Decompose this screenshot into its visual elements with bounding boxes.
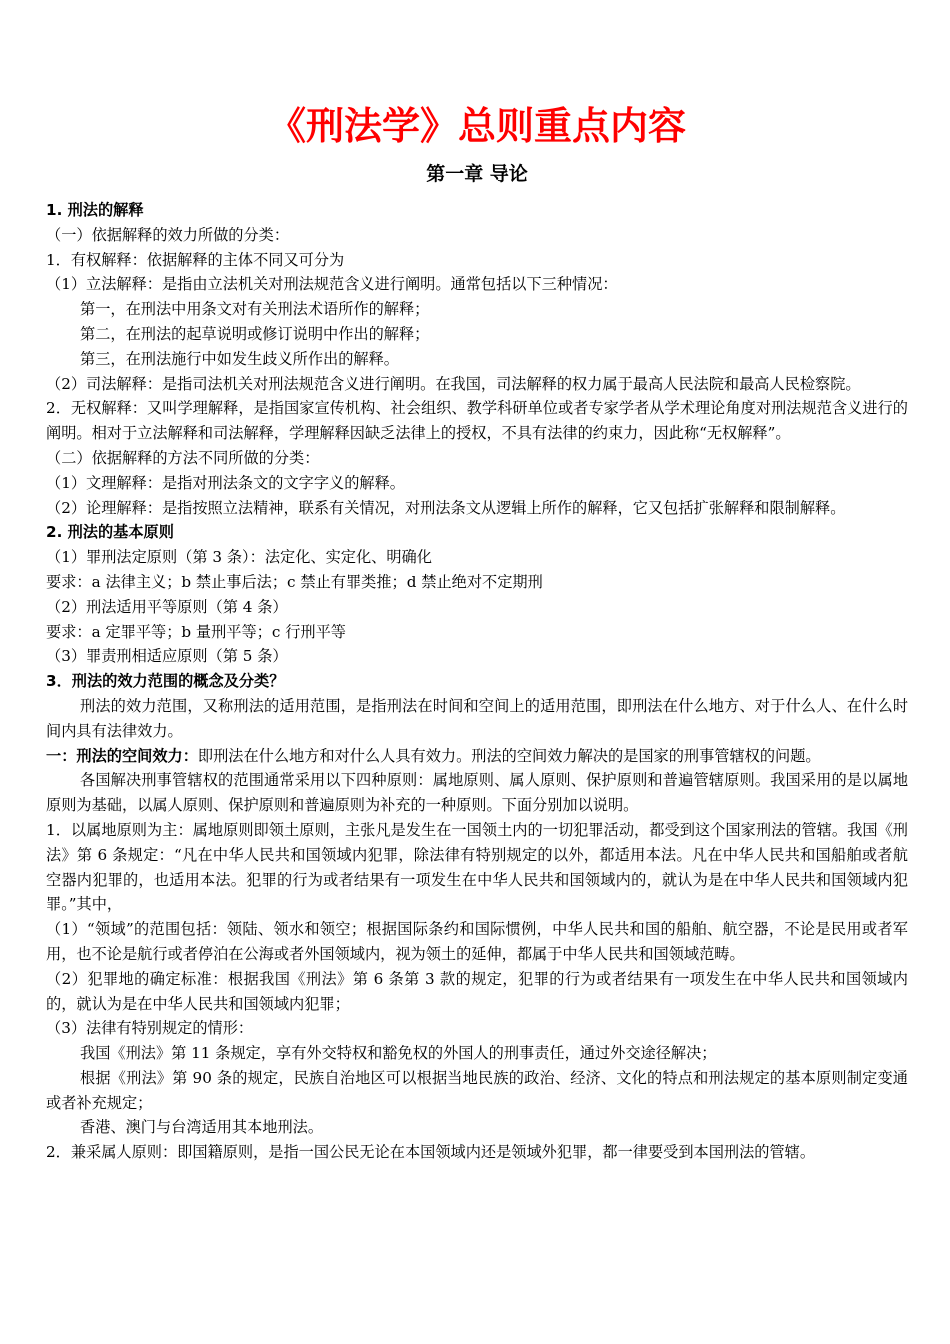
section-heading: 2. 刑法的基本原则 bbox=[46, 523, 174, 542]
section-heading: 1. 刑法的解释 bbox=[46, 201, 144, 219]
paragraph bbox=[46, 744, 908, 769]
paragraph: （1）立法解释：是指由立法机关对刑法规范含义进行阐明。通常包括以下三种情况： bbox=[46, 275, 618, 294]
paragraph: 第二，在刑法的起草说明或修订说明中作出的解释； bbox=[80, 324, 430, 343]
paragraph: （2）犯罪地的确定标准：根据我国《刑法》第 6 条第 3 款的规定，犯罪的行为或者结果有一项发生在中华人民共和国领域内的，就认为是在中华人民共和国领域内犯罪； bbox=[46, 969, 908, 1013]
document-title: 《刑法学》总则重点内容 bbox=[267, 104, 686, 148]
paragraph-text: 即刑法在什么地方和对什么人具有效力。刑法的空间效力解决的是国家的刑事管辖权的问题。 bbox=[197, 746, 821, 765]
paragraph: （2）刑法适用平等原则（第 4 条） bbox=[46, 597, 288, 616]
paragraph: （二）依据解释的方法不同所做的分类： bbox=[46, 448, 320, 467]
subsection-label: 一：刑法的空间效力： bbox=[46, 746, 198, 765]
paragraph: （一）依据解释的效力所做的分类： bbox=[46, 225, 289, 244]
paragraph: 第三，在刑法施行中如发生歧义所作出的解释。 bbox=[80, 349, 399, 368]
paragraph: 要求：a 定罪平等；b 量刑平等；c 行刑平等 bbox=[46, 622, 346, 641]
paragraph: （2）司法解释：是指司法机关对刑法规范含义进行阐明。在我国，司法解释的权力属于最高人民法院和最高人民检察院。 bbox=[46, 374, 861, 393]
paragraph: （3）罪责刑相适应原则（第 5 条） bbox=[46, 647, 288, 666]
chapter-heading: 第一章 导论 bbox=[426, 163, 528, 185]
paragraph: （1）“领域”的范围包括：领陆、领水和领空；根据国际条约和国际惯例，中华人民共和国的船舶、航空器，不论是民用或者军用，也不论是航行或者停泊在公海或者外国领域内，视为领土的延伸，都属于中华人民共和国领域范畴。 bbox=[46, 920, 908, 963]
section-heading: 3．刑法的效力范围的概念及分类？ bbox=[46, 672, 285, 691]
paragraph: 2．无权解释：又叫学理解释，是指国家宣传机构、社会组织、教学科研单位或者专家学者从学术理论角度对刑法规范含义进行的阐明。相对于立法解释和司法解释，学理解释因缺乏法律上的授权，不具有法律的约束力，因此称“无权解释”。 bbox=[46, 399, 908, 443]
paragraph: （2）论理解释：是指按照立法精神，联系有关情况，对刑法条文从逻辑上所作的解释，它又包括扩张解释和限制解释。 bbox=[46, 498, 846, 517]
paragraph: 刑法的效力范围，又称刑法的适用范围，是指刑法在时间和空间上的适用范围，即刑法在什么地方、对于什么人、在什么时间内具有法律效力。 bbox=[46, 696, 908, 740]
paragraph: 1．有权解释：依据解释的主体不同又可分为 bbox=[46, 250, 345, 269]
paragraph: 根据《刑法》第 90 条的规定，民族自治地区可以根据当地民族的政治、经济、文化的特点和刑法规定的基本原则制定变通或者补充规定； bbox=[46, 1068, 908, 1112]
document-page bbox=[46, 96, 908, 1165]
paragraph: 要求：a 法律主义；b 禁止事后法；c 禁止有罪类推；d 禁止绝对不定期刑 bbox=[46, 572, 543, 591]
paragraph: （1）文理解释：是指对刑法条文的文字字义的解释。 bbox=[46, 473, 405, 492]
paragraph: （3）法律有特别规定的情形： bbox=[46, 1019, 254, 1038]
paragraph: 我国《刑法》第 11 条规定，享有外交特权和豁免权的外国人的刑事责任，通过外交途径解决； bbox=[80, 1044, 717, 1063]
paragraph: 各国解决刑事管辖权的范围通常采用以下四种原则：属地原则、属人原则、保护原则和普遍管辖原则。我国采用的是以属地原则为基础，以属人原则、保护原则和普遍原则为补充的一种原则。下面分别加以说明。 bbox=[46, 771, 908, 815]
paragraph: （1）罪刑法定原则（第 3 条）：法定化、实定化、明确化 bbox=[46, 548, 432, 567]
paragraph: 第一，在刑法中用条文对有关刑法术语所作的解释； bbox=[80, 300, 430, 319]
paragraph: 香港、澳门与台湾适用其本地刑法。 bbox=[80, 1118, 323, 1137]
paragraph: 2．兼采属人原则：即国籍原则，是指一国公民无论在本国领域内还是领域外犯罪，都一律要受到本国刑法的管辖。 bbox=[46, 1143, 816, 1162]
paragraph: 1．以属地原则为主：属地原则即领土原则，主张凡是发生在一国领土内的一切犯罪活动，都受到这个国家刑法的管辖。我国《刑法》第 6 条规定：“凡在中华人民共和国领域内犯罪，除法律有特别规定的以外，都适用本法。凡在中华人民共和国船舶或者航空器内犯罪的，也适用本法。犯罪的行为或者结果有一项发生在中华人民共和国领域内的，就认为是在中华人民共和国领域内犯罪。”其中， bbox=[46, 820, 908, 914]
